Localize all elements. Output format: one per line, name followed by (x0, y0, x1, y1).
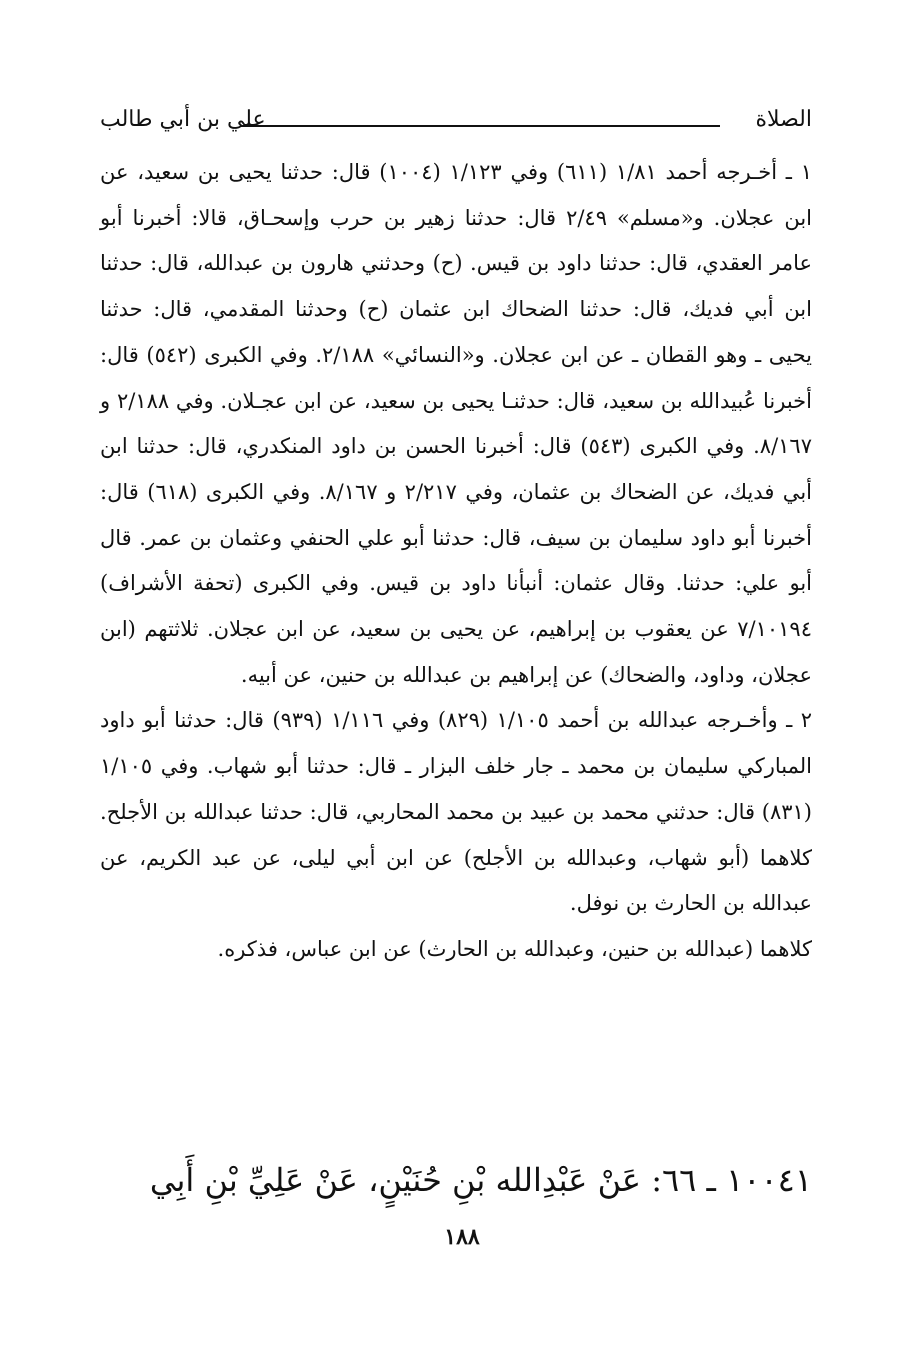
running-head (100, 102, 812, 138)
narrator-title: علي بن أبي طالب (100, 107, 266, 132)
header-rule (240, 125, 720, 127)
footnote-1: ١ ـ أخـرجه أحمد ١/٨١ (٦١١) وفي ١/١٢٣ (١٠٠٤) قال: حدثنا يحيى بن سعيد، عن ابن عجلان. و«مسلم» ٢/٤٩ قال: حدثنا زهير بن حرب وإسحـاق، قالا: أخبرنا أبو عامر العقدي، قال: حدثنا داود بن قيس. (ح) وحدثني هارون بن عبدالله، قال: حدثنا ابن أبي فديك، قال: حدثنا الضحاك ابن عثمان (ح) وحدثنا المقدمي، قال: حدثنا يحيى ـ وهو القطان ـ عن ابن عجلان. و«النسائي» ٢/١٨٨. وفي الكبرى (٥٤٢) قال: أخبرنا عُبيدالله بن سعيد، قال: حدثنـا يحيى بن سعيد، عن ابن عجـلان. وفي ٢/١٨٨ و ٨/١٦٧. وفي الكبرى (٥٤٣) قال: أخبرنا الحسن بن داود المنكدري، قال: حدثنا ابن أبي فديك، عن الضحاك بن عثمان، وفي ٢/٢١٧ و ٨/١٦٧. وفي الكبرى (٦١٨) قال: أخبرنا أبو داود سليمان بن سيف، قال: حدثنا أبو علي الحنفي وعثمان بن عمر. قال أبو علي: حدثنا. وقال عثمان: أنبأنا داود بن قيس. وفي الكبرى (تحفة الأشراف) ٧/١٠١٩٤ عن يعقوب بن إبراهيم، عن يحيى بن سعيد، عن ابن عجلان. ثلاثتهم (ابن عجلان، وداود، والضحاك) عن إبراهيم بن عبدالله بن حنين، عن أبيه. (100, 160, 812, 687)
footnotes (100, 150, 812, 973)
footnote-2: ٢ ـ وأخـرجه عبدالله بن أحمد ١/١٠٥ (٨٢٩) وفي ١/١١٦ (٩٣٩) قال: حدثنا أبو داود المباركي سليمان بن محمد ـ جار خلف البزار ـ قال: حدثنا أبو شهاب. وفي ١/١٠٥ (٨٣١) قال: حدثني محمد بن عبيد بن محمد المحاربي، قال: حدثنا عبدالله بن الأجلح. كلاهما (أبو شهاب، وعبدالله بن الأجلح) عن ابن أبي ليلى، عن عبد الكريم، عن عبدالله بن الحارث بن نوفل. (100, 708, 812, 916)
hadith-start-line: ١٠٠٤١ ـ ٦٦: عَنْ عَبْدِالله بْنِ حُنَيْنٍ، عَنْ عَلِيِّ بْنِ أَبِي (149, 1161, 812, 1199)
footnote-3: كلاهما (عبدالله بن حنين، وعبدالله بن الحارث) عن ابن عباس، فذكره. (217, 936, 812, 961)
page-number: ١٨٨ (444, 1224, 480, 1250)
chapter-title: الصلاة (755, 107, 812, 132)
